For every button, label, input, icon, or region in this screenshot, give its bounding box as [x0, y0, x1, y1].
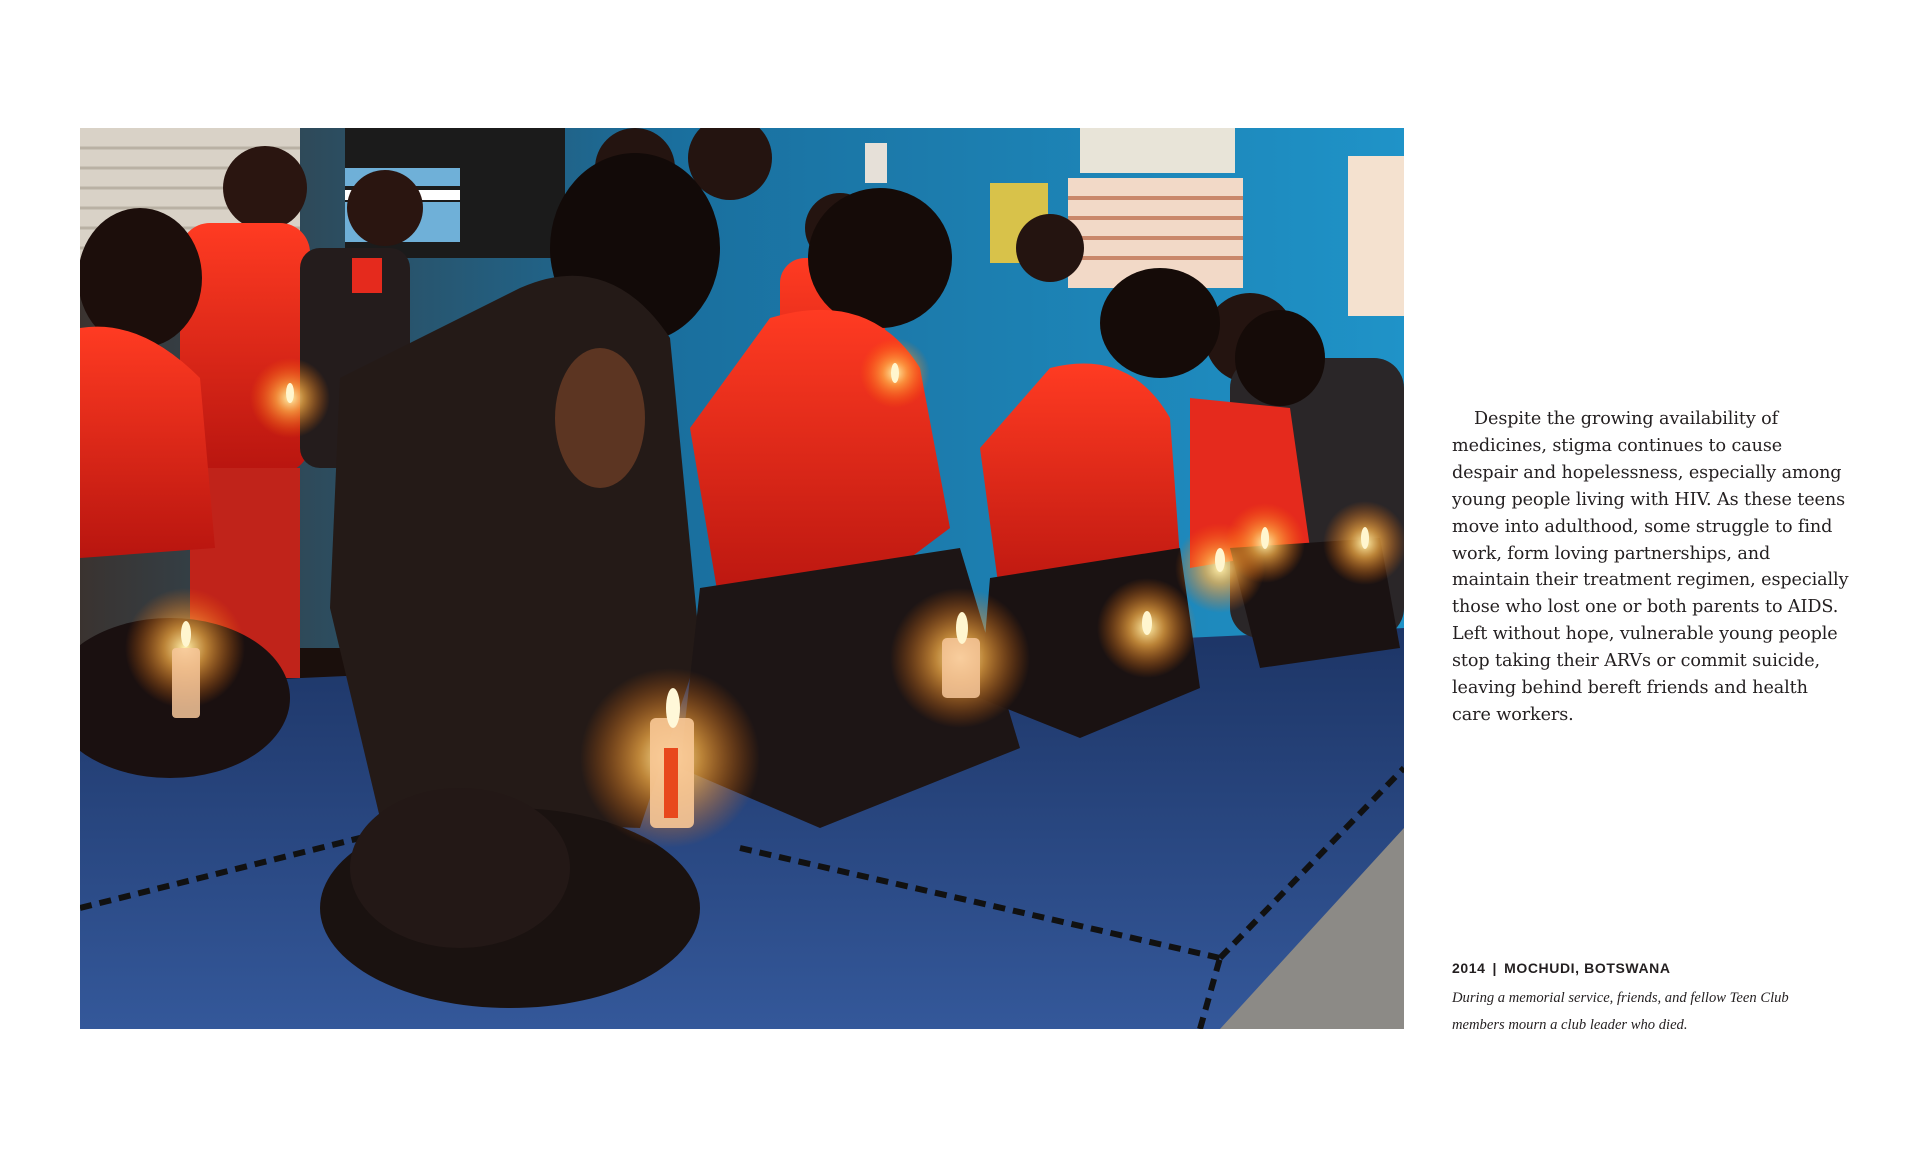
- caption-year: 2014: [1452, 960, 1486, 976]
- caption-heading: [1452, 960, 1852, 976]
- caption-separator: |: [1492, 960, 1498, 976]
- photo-caption: [1452, 960, 1852, 1039]
- caption-location: MOCHUDI, BOTSWANA: [1504, 960, 1671, 976]
- memorial-photo-illustration: [80, 128, 1404, 1029]
- caption-text: During a memorial service, friends, and fellow Teen Club members mourn a club leader who died.: [1452, 990, 1789, 1033]
- body-paragraph: Despite the growing availability of medicines, stigma continues to cause despair and hopelessness, especially among young people living with HIV. As these teens move into adulthood, some struggle to find work, form loving partnerships, and maintain their treatment regimen, especially those who lost one or both parents to AIDS. Left without hope, vulnerable young people stop taking their ARVs or commit suicide, leaving behind bereft friends and health care workers.: [1452, 409, 1849, 725]
- memorial-photo: [80, 128, 1404, 1029]
